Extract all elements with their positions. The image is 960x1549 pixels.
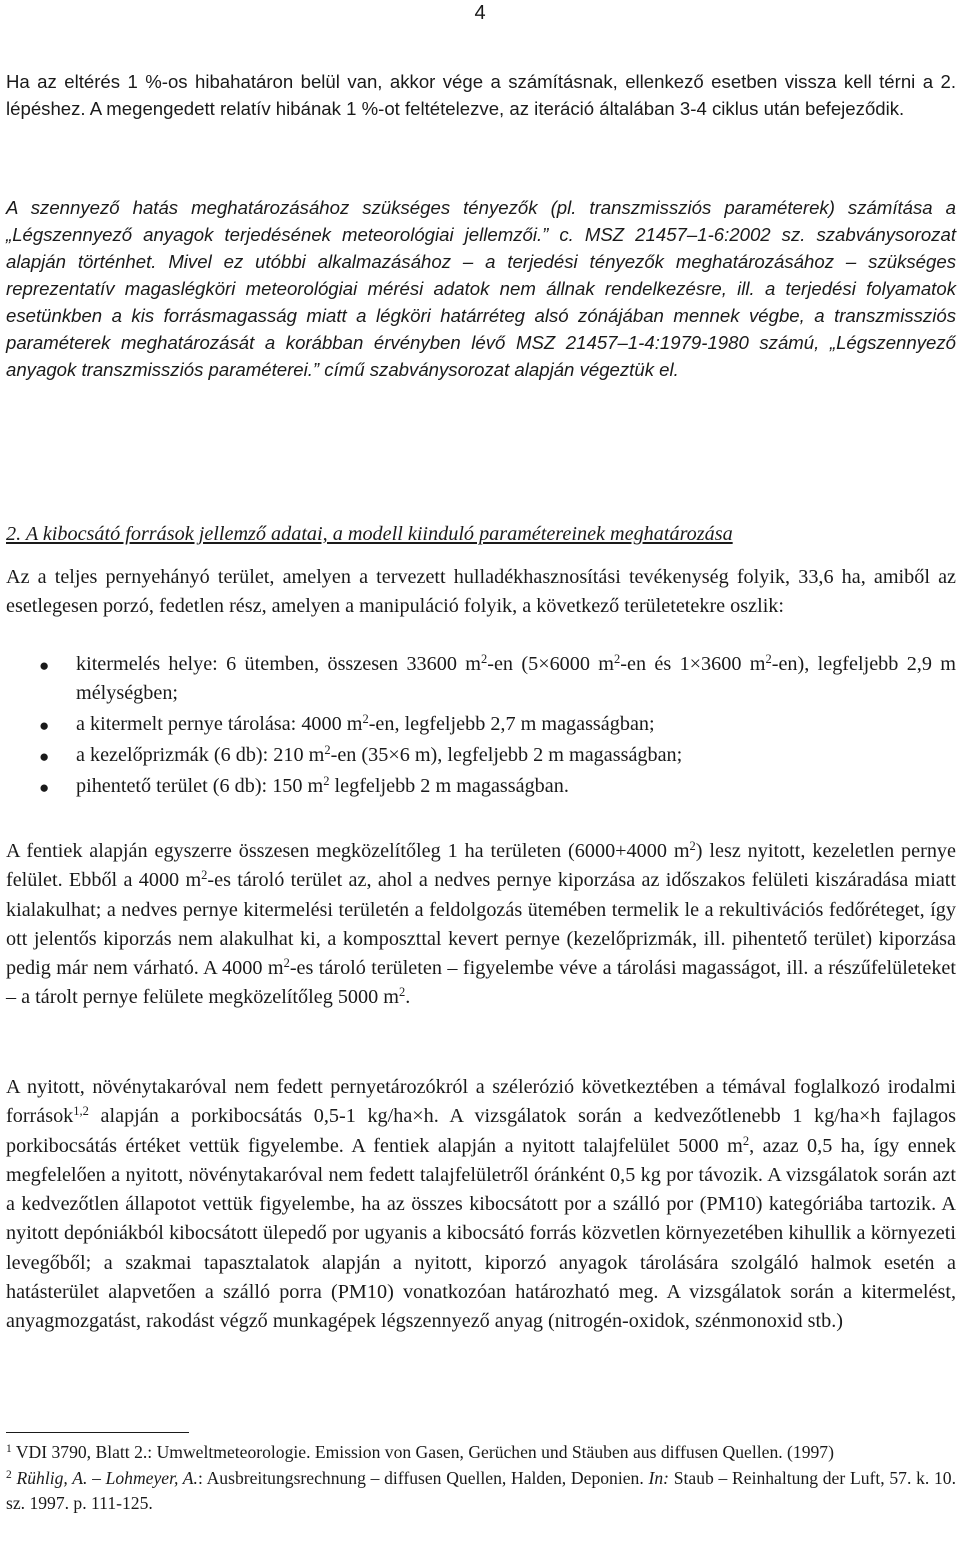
footnote-divider (6, 1432, 189, 1433)
bullet-icon: ● (39, 716, 50, 736)
footnote-1: $^1$ VDI 3790, Blatt 2.: Umweltmeteorologie. Emission von Gasen, Gerüchen und Stäuben aus diffusen Quellen. (1997) (6, 1442, 834, 1462)
list-item: ● pihentető terület (6 db): 150 $m^2$ legfeljebb 2 m magasságban. (39, 773, 569, 797)
bullet-icon: ● (39, 656, 50, 675)
footnote-2: $^2$ Rühlig, A. – Lohmeyer, A.: Ausbreitungsrechnung – diffusen Quellen, Halden, Deponien. In: Staub – Reinhaltung der Luft, 57. k. 10. sz. 1997. p. 111-125. (6, 1468, 956, 1513)
bullet-icon: ● (39, 746, 50, 766)
list-item: ● kitermelés helye: 6 ütemben, összesen 33600 $m^2-en$ (5×6000 $m^2-en$ és 1×3600 $m^2-en$), legfeljebb 2,9 m mélységben; (39, 652, 956, 705)
paragraph-transmission-parameters: A szennyező hatás meghatározásához szükséges tényezők (pl. transzmissziós paraméterek) számítása a „Légszennyező anyagok terjedésének meteorológiai jellemzői.” c. MSZ 21457–1-6:2002 sz. szabványsorozat alapján történhet. Mivel ez utóbbi alkalmazásához – a terjedési tényezők meghatározásához – szükséges reprezentatív magaslégköri meteorológiai mérési adatok nem állnak rendelkezésre, ill. a terjedési folyamatok esetünkben a kis forrásmagasság miatt a légköri határréteg alsó zónájában mennek végbe, a transzmissziós paraméterek meghatározását a korábban érvényben lévő MSZ 21457–1-4:1979-1980 számú, „Légszennyező anyagok transzmissziós paraméterei.” című szabványsorozat alapján végeztük el. (6, 197, 956, 380)
paragraph-area-description: Az a teljes pernyehányó terület, amelyen a tervezett hulladékhasznosítási tevékenység folyik, 33,6 ha, amiből az esetlegesen porzó, fedetlen rész, amelyen a manipuláció folyik, a következő területetekre oszlik: (6, 566, 956, 618)
page-number: 4 (474, 2, 486, 24)
footnotes (6, 1440, 956, 1517)
area-list (6, 650, 956, 802)
footnote-reference: 1,2 (73, 1104, 89, 1119)
paragraph-dust-emission: A nyitott, növénytakaróval nem fedett pernyetározókról a szélerózió következtében a témával foglalkozó irodalmi források$^{1,2}$ alapján a porkibocsátás 0,5-1 kg/ha×h. A vizsgálatok során a kedvezőtlenebb 1 kg/ha×h fajlagos porkibocsátás értéket vettük figyelembe. A fentiek alapján a nyitott talajfelület 5000 $m^2$, azaz 0,5 ha, így ennek megfelelően a nyitott, növénytakaróval nem fedett talajfelületről óránként 0,5 kg por távozik. A vizsgálatok során azt a kedvezőtlen állapotot vettük figyelembe, ha az összes kibocsátott por a szálló por (PM10) kategóriába tartozik. A nyitott depóniákból kibocsátott ülepedő por ugyanis a kibocsátó forrás közvetlen környezetében kihullik a környezeti levegőből; a szakmai tapasztalatok alapján a nyitott, kiporzó anyagok tárolására szolgáló halmok esetén a hatásterület alapvetően a szálló porra (PM10) vonatkozóan határozható meg. A vizsgálatok során a kitermelést, anyagmozgatást, rakodást végző munkagépek légszennyező anyag (nitrogén-oxidok, szénmonoxid stb.) (6, 1076, 956, 1333)
paragraph-iteration-note: Ha az eltérés 1 %-os hibahatáron belül van, akkor vége a számításnak, ellenkező esetben vissza kell térni a 2. lépéshez. A megengedett relatív hibának 1 %-ot feltételezve, az iteráció általában 3-4 ciklus után befejeződik. (6, 71, 956, 119)
bullet-icon: ● (39, 777, 50, 797)
section-heading: 2. A kibocsátó források jellemző adatai, a modell kiinduló paramétereinek meghatározása (6, 523, 733, 545)
list-item: ● a kezelőprizmák (6 db): 210 $m^2-en$ (35×6 m), legfeljebb 2 m magasságban; (39, 742, 683, 766)
paragraph-open-surface: A fentiek alapján egyszerre összesen megközelítőleg 1 ha területen (6000+4000 $m^2$) lesz nyitott, kezeletlen pernye felület. Ebből a 4000 $m^2-es$ tároló terület az, ahol a nedves pernye kiporzása az időszakos felületi kiszáradása miatt kialakulhat; a nedves pernye kitermelési területén a feldolgozás ütemében termelik le a rekultivációs fedőréteget, így ott jelentős kiporzás nem alakulhat ki, a komposzttal kevert pernye (kezelőprizmák, ill. pihentető terület) kiporzása pedig már nem várható. A 4000 $m^2-es$ tároló területen – figyelembe véve a tárolási magasságot, ill. a részűfelületeket – a tárolt pernye felülete megközelítőleg 5000 $m^2$. (6, 839, 957, 1009)
list-item: ● a kitermelt pernye tárolása: 4000 $m^2-en$, legfeljebb 2,7 m magasságban; (39, 712, 655, 736)
